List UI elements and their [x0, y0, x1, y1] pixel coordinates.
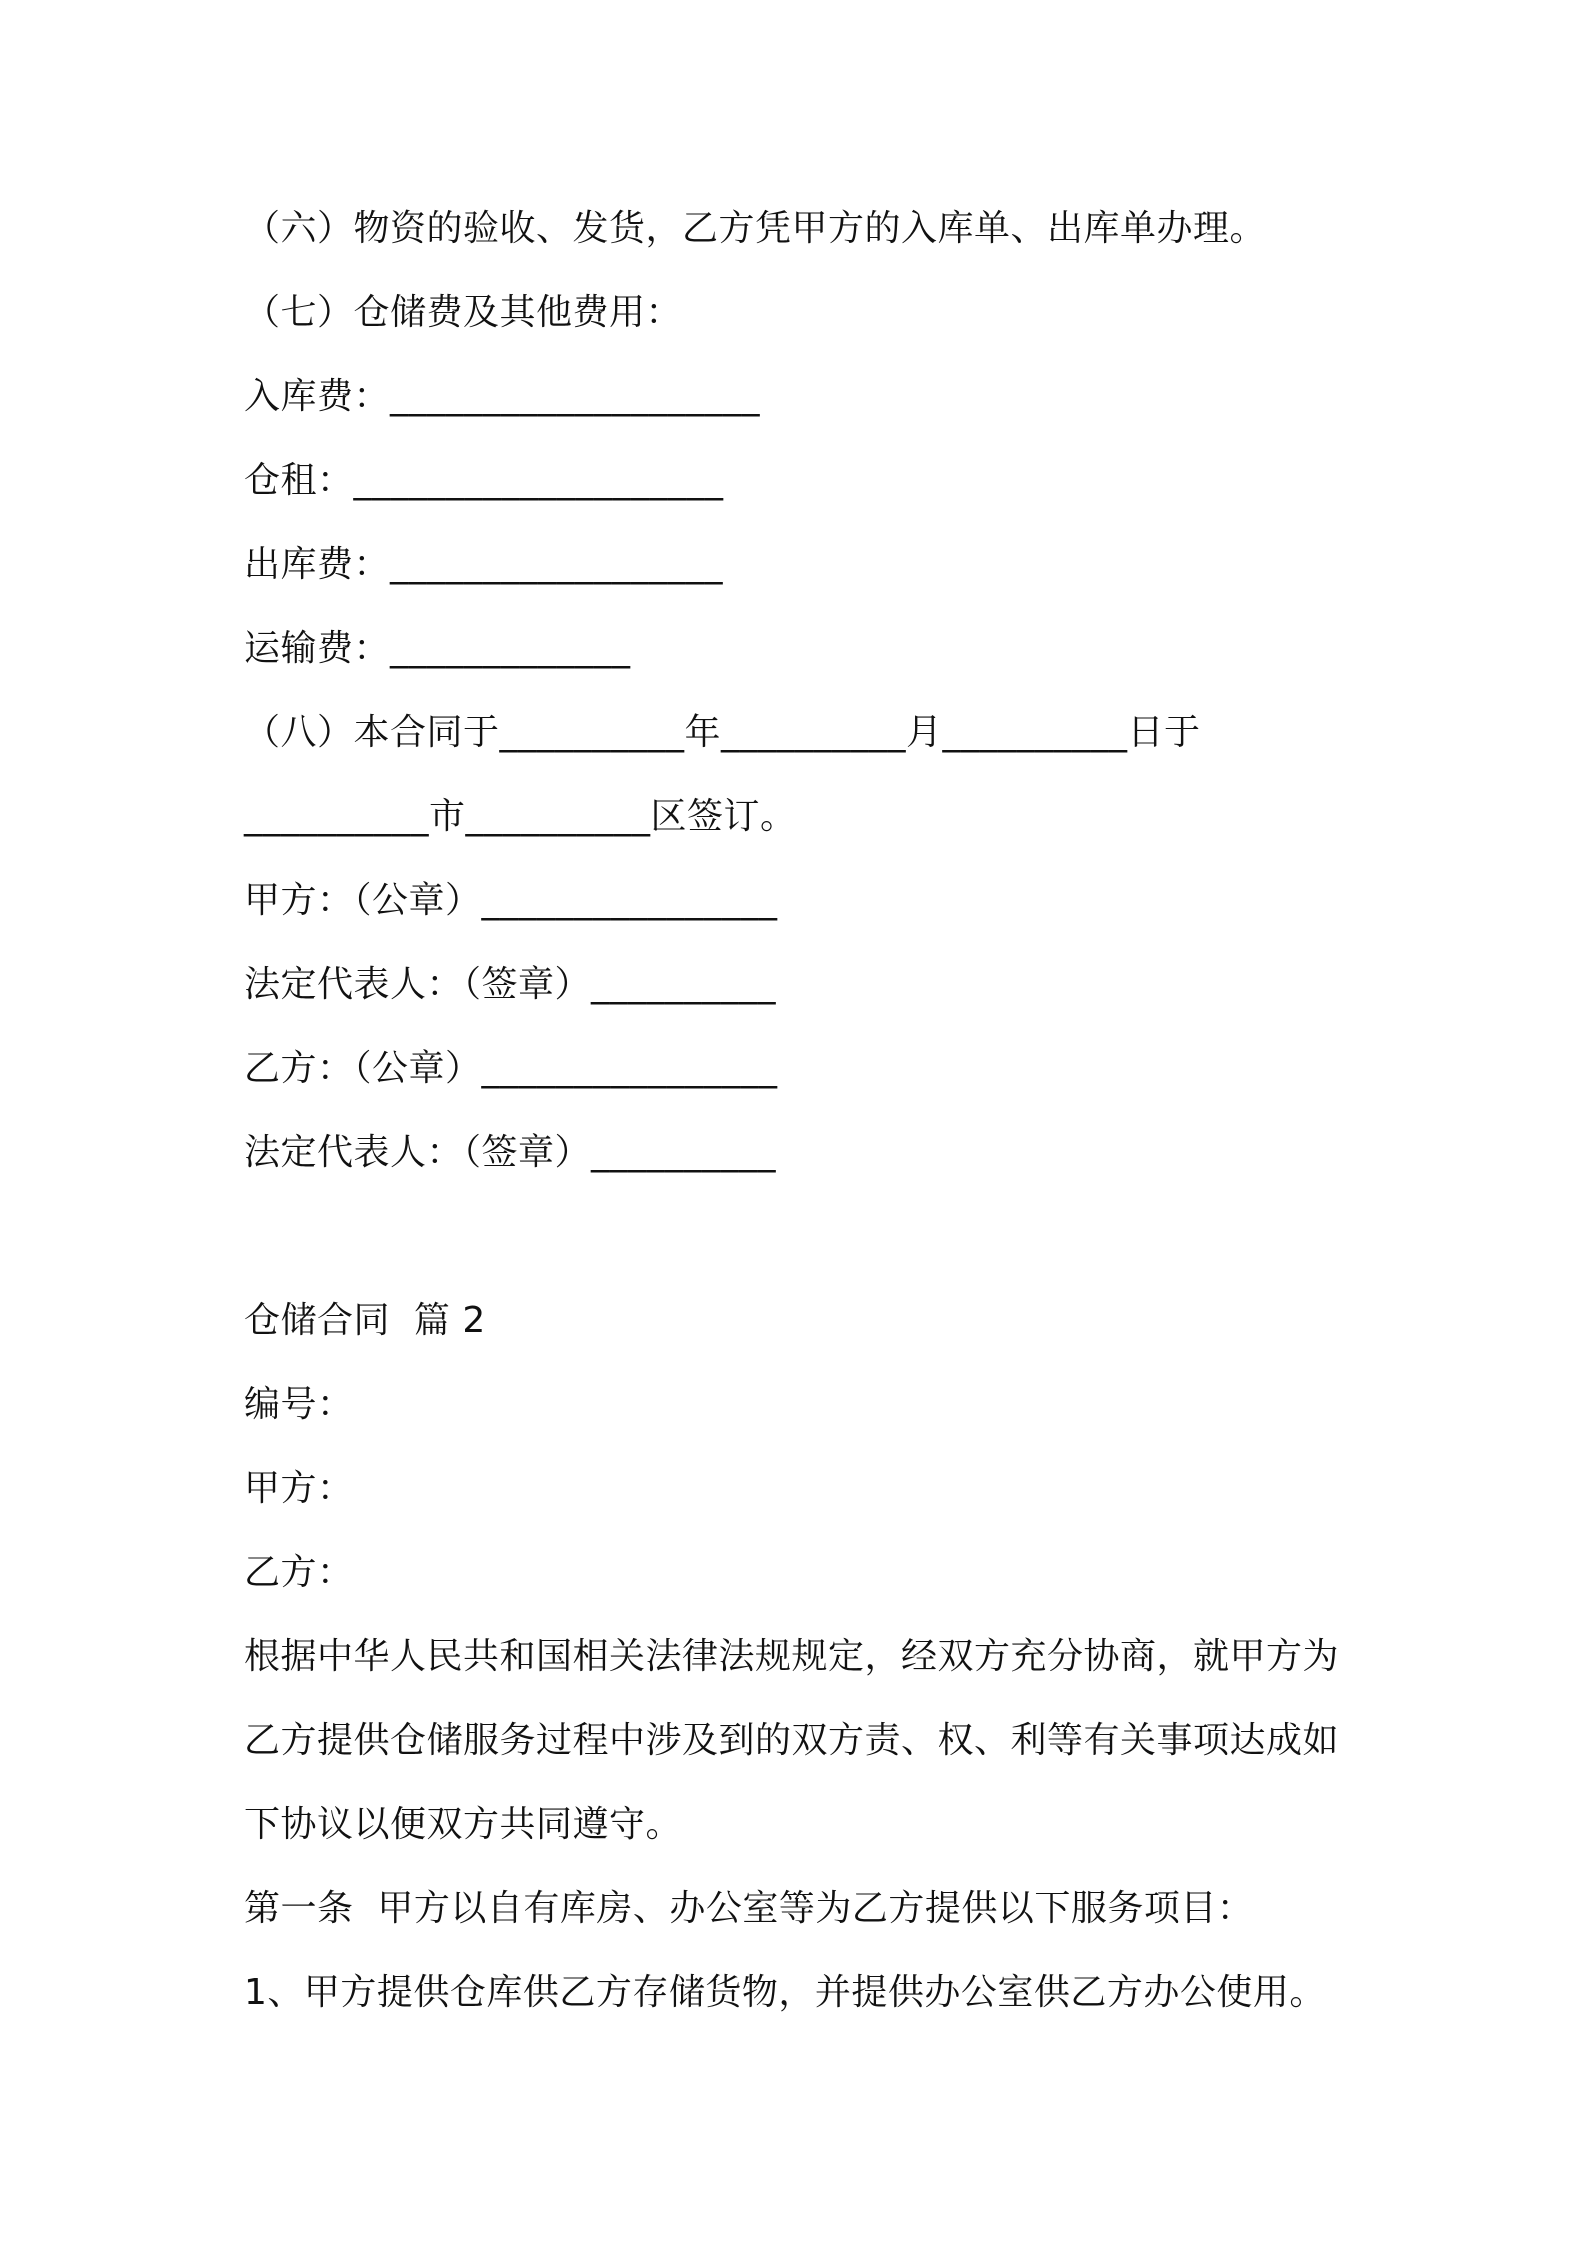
preamble-line-1: 根据中华人民共和国相关法律法规规定，经双方充分协商，就甲方为: [244, 1636, 1340, 1677]
clause-8-place-line: __________市__________区签订。: [244, 796, 797, 837]
preamble-line-2: 乙方提供仓储服务过程中涉及到的双方责、权、利等有关事项达成如: [244, 1720, 1340, 1761]
party-a-label: 甲方：: [244, 1468, 354, 1509]
article-1-heading: 第一条 甲方以自有库房、办公室等为乙方提供以下服务项目：: [244, 1888, 1254, 1929]
party-a-rep-signature-line: 法定代表人：（签章）__________: [244, 964, 777, 1005]
party-b-seal-line: 乙方：（公章）________________: [244, 1048, 778, 1089]
contract-2-title: 仓储合同 篇 2: [244, 1300, 486, 1341]
preamble-line-3: 下协议以便双方共同遵守。: [244, 1804, 683, 1845]
transport-fee-line: 运输费：_____________: [244, 628, 631, 669]
party-b-rep-signature-line: 法定代表人：（签章）__________: [244, 1132, 777, 1173]
outbound-fee-line: 出库费：__________________: [244, 544, 724, 585]
clause-6-text: （六）物资的验收、发货，乙方凭甲方的入库单、出库单办理。: [244, 208, 1267, 249]
article-1-item-1: 1、甲方提供仓库供乙方存储货物，并提供办公室供乙方办公使用。: [244, 1972, 1326, 2013]
rent-line: 仓租：____________________: [244, 460, 724, 501]
inbound-fee-line: 入库费：____________________: [244, 376, 761, 417]
contract-number-label: 编号：: [244, 1384, 354, 1425]
clause-7-heading: （七）仓储费及其他费用：: [244, 292, 683, 333]
party-b-label: 乙方：: [244, 1552, 354, 1593]
party-a-seal-line: 甲方：（公章）________________: [244, 880, 778, 921]
clause-8-date-line: （八）本合同于__________年__________月__________日于: [244, 712, 1201, 753]
